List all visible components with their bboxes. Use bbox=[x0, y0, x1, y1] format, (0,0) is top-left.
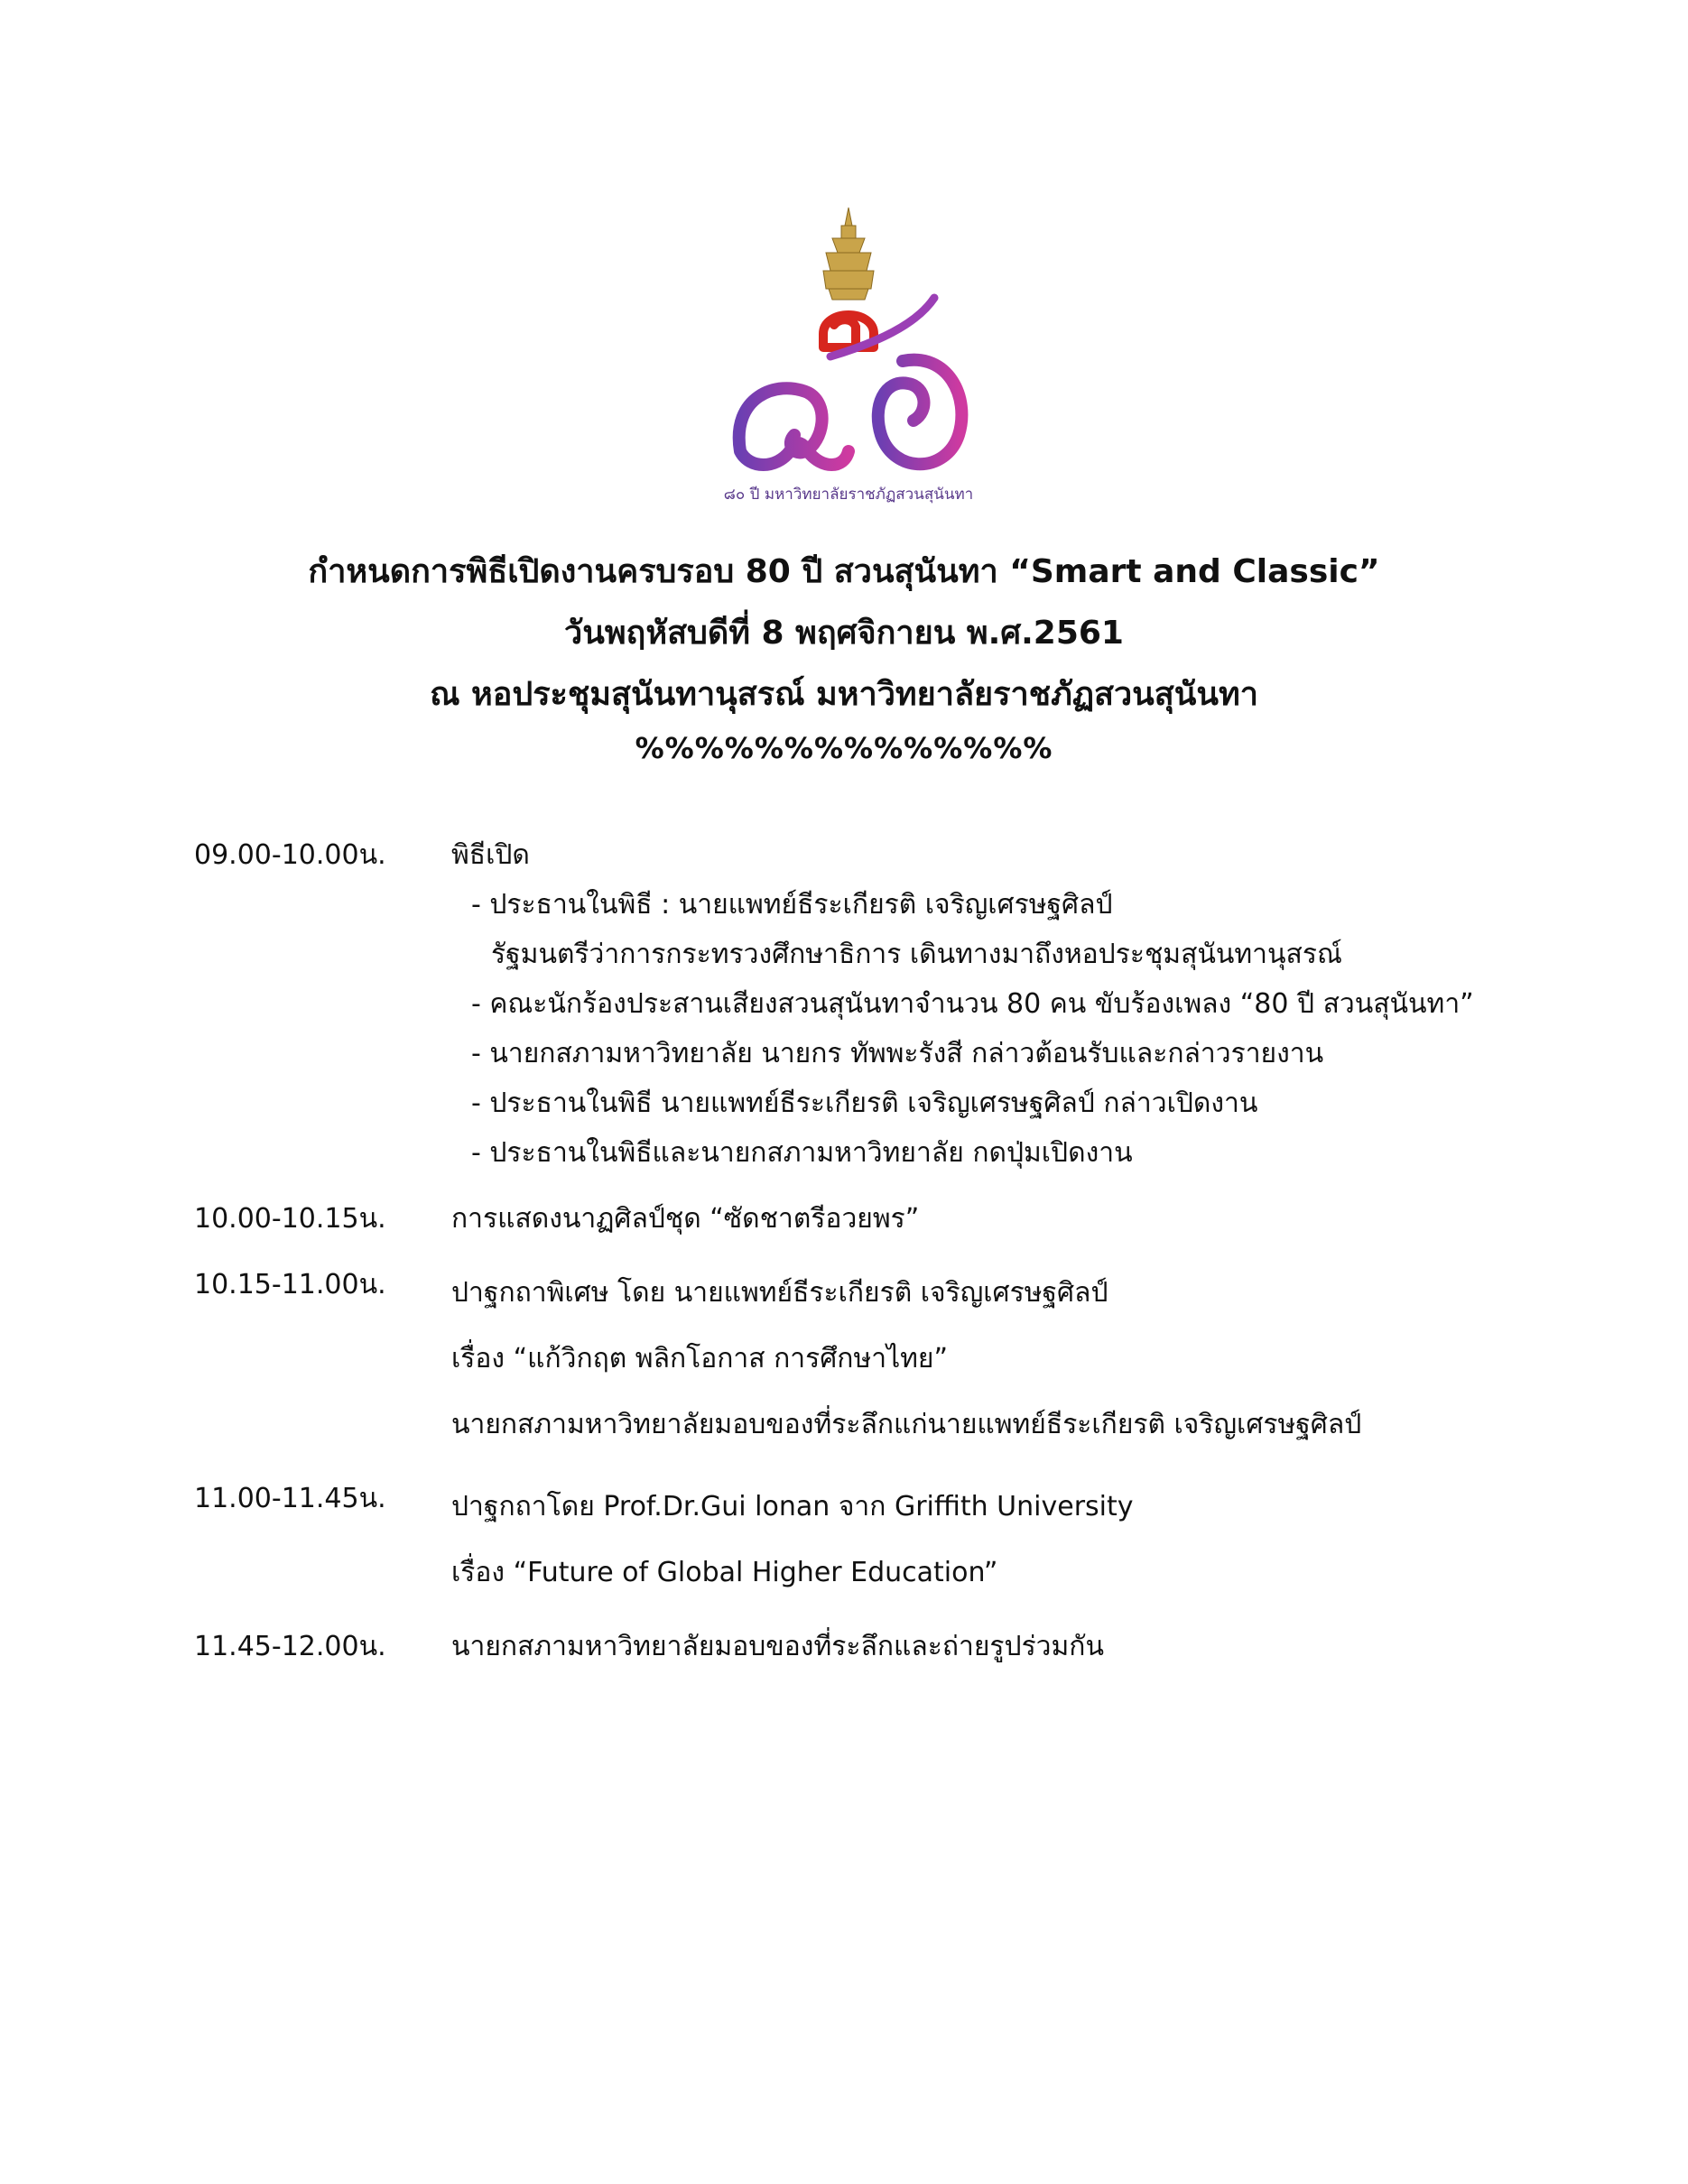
schedule-bullet: - นายกสภามหาวิทยาลัย นายกร ทัพพะรังสี กล่าวต้อนรับและกล่าวรายงาน bbox=[471, 1038, 1324, 1069]
schedule-row bbox=[194, 1474, 1602, 1606]
schedule-bullet: - ประธานในพิธี นายแพทย์ธีระเกียรติ เจริญเศรษฐศิลป์ กล่าวเปิดงาน bbox=[471, 1087, 1258, 1119]
schedule-content bbox=[451, 830, 1602, 1178]
schedule-bullet-continued: รัฐมนตรีว่าการกระทรวงศึกษาธิการ เดินทางมาถึงหอประชุมสุนันทานุสรณ์ bbox=[491, 939, 1342, 970]
schedule-bullet: - คณะนักร้องประสานเสียงสวนสุนันทาจำนวน 80 คน ขับร้องเพลง “80 ปี สวนสุนันทา” bbox=[471, 988, 1474, 1020]
schedule-content bbox=[451, 1622, 1602, 1671]
schedule-bullet: - ประธานในพิธี : นายแพทย์ธีระเกียรติ เจริญเศรษฐศิลป์ bbox=[471, 889, 1113, 921]
crown-emblem bbox=[823, 208, 874, 300]
header-separator: %%%%%%%%%%%%%% bbox=[635, 731, 1053, 765]
schedule-line: นายกสภามหาวิทยาลัยมอบของที่ระลึกแก่นายแพทย์ธีระเกียรติ เจริญเศรษฐศิลป์ bbox=[451, 1409, 1362, 1440]
document-header bbox=[0, 541, 1688, 771]
schedule-bullet: - ประธานในพิธีและนายกสภามหาวิทยาลัย กดปุ่มเปิดงาน bbox=[471, 1137, 1133, 1169]
schedule-row bbox=[194, 1260, 1602, 1458]
schedule-content bbox=[451, 1194, 1602, 1244]
schedule-time: 10.00-10.15น. bbox=[194, 1203, 386, 1235]
logo-caption: ๘๐ ปี มหาวิทยาลัยราชภัฏสวนสุนันทา bbox=[723, 486, 974, 504]
thai-numeral-zero bbox=[878, 360, 962, 465]
schedule-time: 11.45-12.00น. bbox=[194, 1631, 386, 1662]
schedule-time: 11.00-11.45น. bbox=[194, 1483, 386, 1514]
schedule-line: เรื่อง “Future of Global Higher Education” bbox=[451, 1557, 998, 1588]
schedule-line: การแสดงนาฏศิลป์ชุด “ซัดชาตรีอวยพร” bbox=[451, 1203, 920, 1235]
schedule-line: ปาฐกถาโดย Prof.Dr.Gui lonan จาก Griffith University bbox=[451, 1491, 1134, 1522]
schedule-row bbox=[194, 1622, 1602, 1671]
schedule-time: 10.15-11.00น. bbox=[194, 1269, 386, 1300]
schedule bbox=[194, 830, 1602, 1688]
thai-numeral-eight bbox=[739, 388, 849, 465]
schedule-content bbox=[451, 1474, 1602, 1606]
schedule-content bbox=[451, 1260, 1602, 1458]
schedule-line: เรื่อง “แก้วิกฤต พลิกโอกาส การศึกษาไทย” bbox=[451, 1343, 949, 1374]
event-venue: ณ หอประชุมสุนันทานุสรณ์ มหาวิทยาลัยราชภัฏสวนสุนันทา bbox=[430, 676, 1258, 713]
schedule-row bbox=[194, 1194, 1602, 1244]
university-80th-anniversary-logo bbox=[722, 199, 975, 505]
schedule-line: นายกสภามหาวิทยาลัยมอบของที่ระลึกและถ่ายรูปร่วมกัน bbox=[451, 1631, 1104, 1662]
schedule-time: 09.00-10.00น. bbox=[194, 839, 386, 871]
schedule-row bbox=[194, 830, 1602, 1178]
schedule-title: พิธีเปิด bbox=[451, 839, 530, 871]
swoosh-tail bbox=[830, 298, 934, 356]
event-title: กำหนดการพิธีเปิดงานครบรอบ 80 ปี สวนสุนันทา “Smart and Classic” bbox=[308, 553, 1380, 590]
event-date: วันพฤหัสบดีที่ 8 พฤศจิกายน พ.ศ.2561 bbox=[564, 615, 1124, 652]
schedule-line: ปาฐกถาพิเศษ โดย นายแพทย์ธีระเกียรติ เจริญเศรษฐศิลป์ bbox=[451, 1277, 1108, 1309]
